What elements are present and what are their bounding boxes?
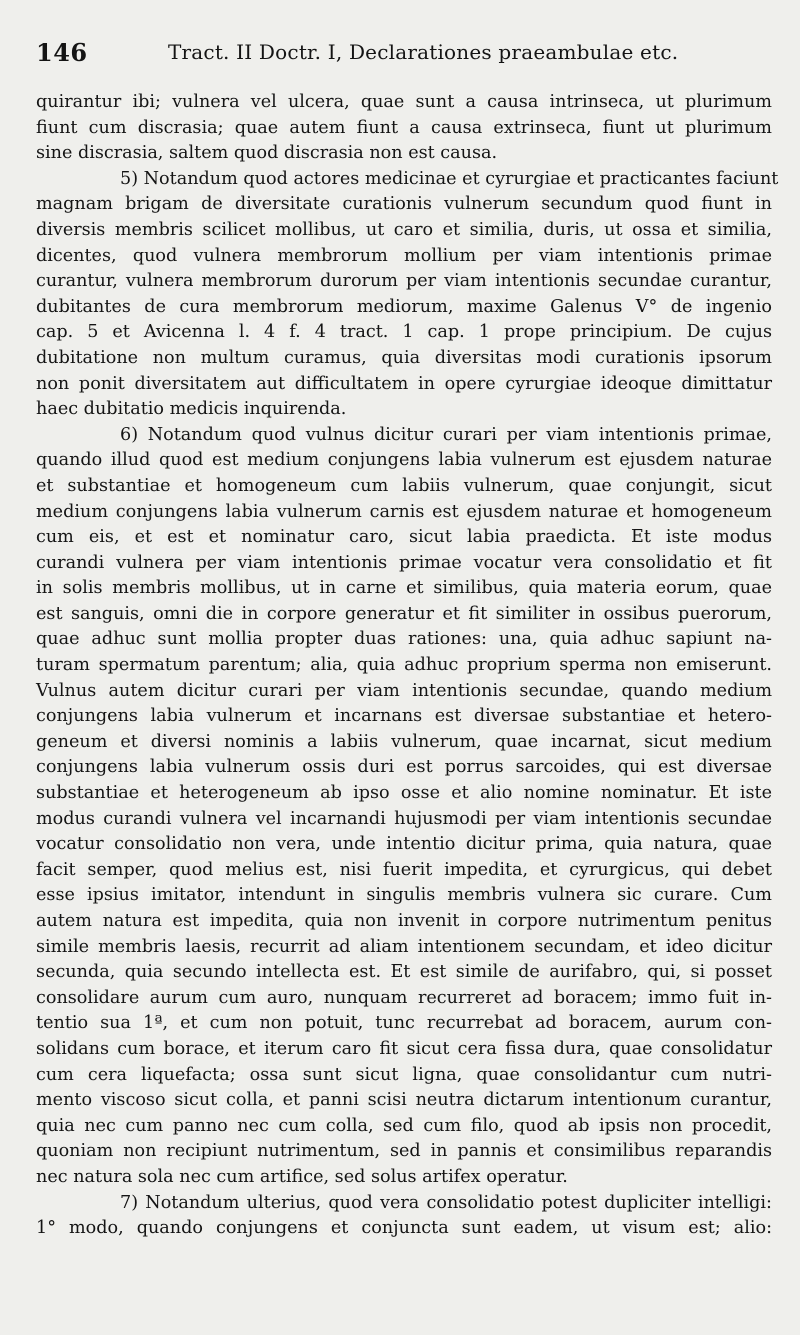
text-line: conjungens labia vulnerum ossis duri est porrus sarcoides, qui est diversae <box>36 757 772 778</box>
text-line: quae adhuc sunt mollia propter duas rationes: una, quia adhuc sapiunt na- <box>36 629 772 650</box>
text-line: quoniam non recipiunt nutrimentum, sed in pannis et consimilibus reparandis <box>36 1141 772 1162</box>
text-line: magnam brigam de diversitate curationis vulnerum secundum quod fiunt in <box>36 194 772 215</box>
text-line: 7) Notandum ulterius, quod vera consolidatio potest dupliciter intelligi: <box>120 1192 772 1213</box>
text-line: 5) Notandum quod actores medicinae et cyrurgiae et practicantes faciunt <box>120 168 779 189</box>
text-line: facit semper, quod melius est, nisi fuerit impedita, et cyrurgicus, qui debet <box>36 859 772 880</box>
page-header <box>36 32 772 72</box>
page-number: 146 <box>36 38 88 67</box>
text-line: quia nec cum panno nec cum colla, sed cum filo, quod ab ipsis non procedit, <box>36 1115 772 1136</box>
text-line: haec dubitatio medicis inquirenda. <box>36 399 347 420</box>
text-line: esse ipsius imitator, intendunt in singulis membris vulnera sic curare. Cum <box>36 885 772 906</box>
text-line: dubitatione non multum curamus, quia diversitas modi curationis ipsorum <box>36 347 772 368</box>
text-line: simile membris laesis, recurrit ad aliam intentionem secundam, et ideo dicitur <box>36 936 772 957</box>
text-line: quirantur ibi; vulnera vel ulcera, quae sunt a causa intrinseca, ut plurimum <box>36 92 772 112</box>
text-line: mento viscoso sicut colla, et panni scisi neutra dictarum intentionum curantur, <box>36 1090 772 1111</box>
text-line: Vulnus autem dicitur curari per viam intentionis secundae, quando medium <box>36 680 772 701</box>
text-line: est sanguis, omni die in corpore generatur et fit similiter in ossibus puerorum, <box>36 603 772 624</box>
text-line: vocatur consolidatio non vera, unde intentio dicitur prima, quia natura, quae <box>36 834 772 855</box>
text-line: curandi vulnera per viam intentionis primae vocatur vera consolidatio et fit <box>36 552 772 573</box>
text-line: curantur, vulnera membrorum durorum per viam intentionis secundae curantur, <box>36 271 772 292</box>
text-line: dicentes, quod vulnera membrorum mollium per viam intentionis primae <box>36 245 772 266</box>
text-line: dubitantes de cura membrorum mediorum, maxime Galenus V° de ingenio <box>36 296 772 317</box>
text-line: et substantiae et homogeneum cum labiis vulnerum, quae conjungit, sicut <box>36 475 772 496</box>
text-line: conjungens labia vulnerum et incarnans est diversae substantiae et hetero- <box>36 706 772 727</box>
text-line: modus curandi vulnera vel incarnandi hujusmodi per viam intentionis secundae <box>36 808 772 829</box>
text-line: solidans cum borace, et iterum caro fit sicut cera fissa dura, quae consolidatur <box>36 1038 772 1059</box>
text-line: quando illud quod est medium conjungens labia vulnerum est ejusdem naturae <box>36 450 772 471</box>
text-line: 1° modo, quando conjungens et conjuncta sunt eadem, ut visum est; alio: <box>36 1218 772 1239</box>
text-line: autem natura est impedita, quia non invenit in corpore nutrimentum penitus <box>36 911 772 931</box>
text-line: fiunt cum discrasia; quae autem fiunt a causa extrinseca, fiunt ut plurimum <box>36 117 772 138</box>
text-line: tentio sua 1ª, et cum non potuit, tunc recurrebat ad boracem, aurum con- <box>36 1013 772 1034</box>
text-line: diversis membris scilicet mollibus, ut caro et similia, duris, ut ossa et similia, <box>36 219 772 240</box>
text-line: 6) Notandum quod vulnus dicitur curari per viam intentionis primae, <box>120 424 772 445</box>
text-line: consolidare aurum cum auro, nunquam recurreret ad boracem; immo fuit in- <box>36 987 772 1008</box>
running-head: Tract. II Doctr. I, Declarationes praeambulae etc. <box>168 40 679 64</box>
text-line: cap. 5 et Avicenna l. 4 f. 4 tract. 1 cap. 1 prope principium. De cujus <box>36 322 772 343</box>
text-line: non ponit diversitatem aut difficultatem in opere cyrurgiae ideoque dimittatur <box>36 373 772 394</box>
text-line: geneum et diversi nominis a labiis vulnerum, quae incarnat, sicut medium <box>36 731 772 752</box>
text-line: turam spermatum parentum; alia, quia adhuc proprium sperma non emiserunt. <box>36 655 772 676</box>
body-text <box>36 90 779 1242</box>
text-line: nec natura sola nec cum artifice, sed solus artifex operatur. <box>36 1166 568 1187</box>
text-line: substantiae et heterogeneum ab ipso osse et alio nomine nominatur. Et iste <box>36 783 772 804</box>
text-line: medium conjungens labia vulnerum carnis est ejusdem naturae et homogeneum <box>36 501 772 522</box>
text-line: in solis membris mollibus, ut in carne et similibus, quia materia eorum, quae <box>36 578 772 599</box>
text-line: cum cera liquefacta; ossa sunt sicut ligna, quae consolidantur cum nutri- <box>36 1064 772 1085</box>
text-line: sine discrasia, saltem quod discrasia non est causa. <box>36 143 498 164</box>
text-line: secunda, quia secundo intellecta est. Et est simile de aurifabro, qui, si posset <box>36 962 772 983</box>
text-line: cum eis, et est et nominatur caro, sicut labia praedicta. Et iste modus <box>36 527 772 548</box>
